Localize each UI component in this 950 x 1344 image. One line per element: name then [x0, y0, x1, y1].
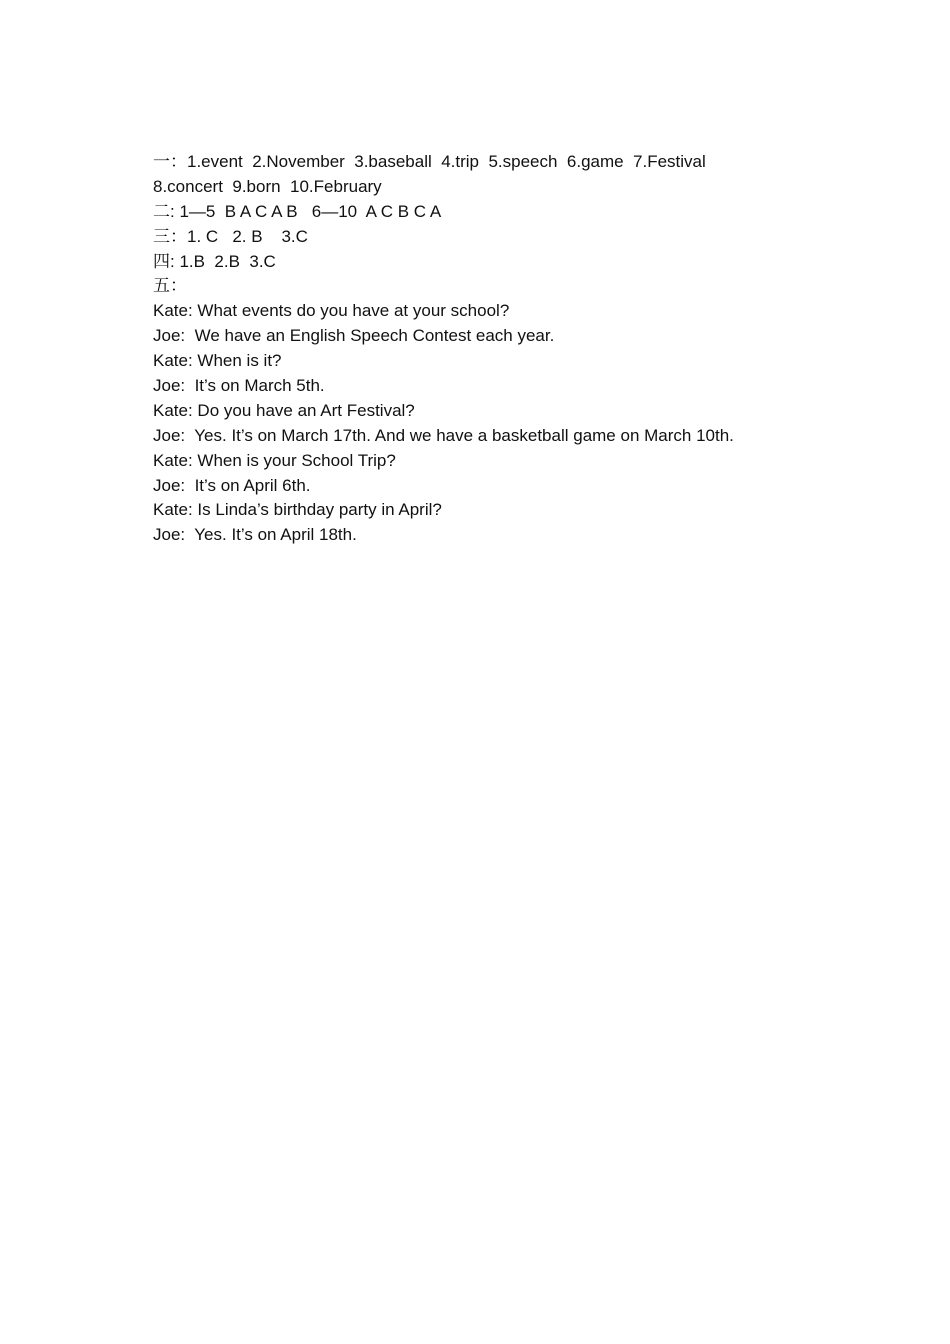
section-4-answers: : 1.B 2.B 3.C [170, 251, 276, 271]
section-3-answers: 1. C 2. B 3.C [187, 226, 308, 246]
dialogue-line: Kate: When is it? [153, 351, 282, 371]
section-2-answers: : 1—5 B A C A B 6—10 A C B C A [170, 201, 442, 221]
dialogue-line: Kate: Do you have an Art Festival? [153, 400, 415, 420]
dialogue-line: Joe: Yes. It’s on April 18th. [153, 525, 357, 545]
section-2-heading: 二 [153, 201, 170, 222]
section-5-heading: 五： [153, 276, 187, 297]
dialogue-line: Joe: It’s on April 6th. [153, 475, 311, 495]
dialogue-line: Kate: What events do you have at your school? [153, 301, 510, 321]
section-5-line [153, 274, 853, 299]
section-1-answers: 1.event 2.November 3.baseball 4.trip 5.speech 6.game 7.Festival [187, 152, 706, 171]
dialogue-line: Joe: It’s on March 5th. [153, 376, 325, 396]
section-3-line [153, 225, 853, 250]
section-4-heading: 四 [153, 251, 170, 272]
dialogue-line: Kate: Is Linda’s birthday party in April? [153, 500, 442, 520]
section-1-heading: 一： [153, 152, 187, 172]
section-3-heading: 三： [153, 226, 187, 247]
section-4-line [153, 250, 853, 275]
dialogue-line: Joe: Yes. It’s on March 17th. And we have a basketball game on March 10th. [153, 425, 734, 445]
dialogue-line: Joe: We have an English Speech Contest each year. [153, 326, 555, 346]
dialogue-line: Kate: When is your School Trip? [153, 450, 396, 470]
answer-key [153, 150, 853, 548]
section-1-line-2: 8.concert 9.born 10.February [153, 176, 382, 196]
section-1-line-1 [153, 150, 853, 175]
section-2-line [153, 200, 853, 225]
